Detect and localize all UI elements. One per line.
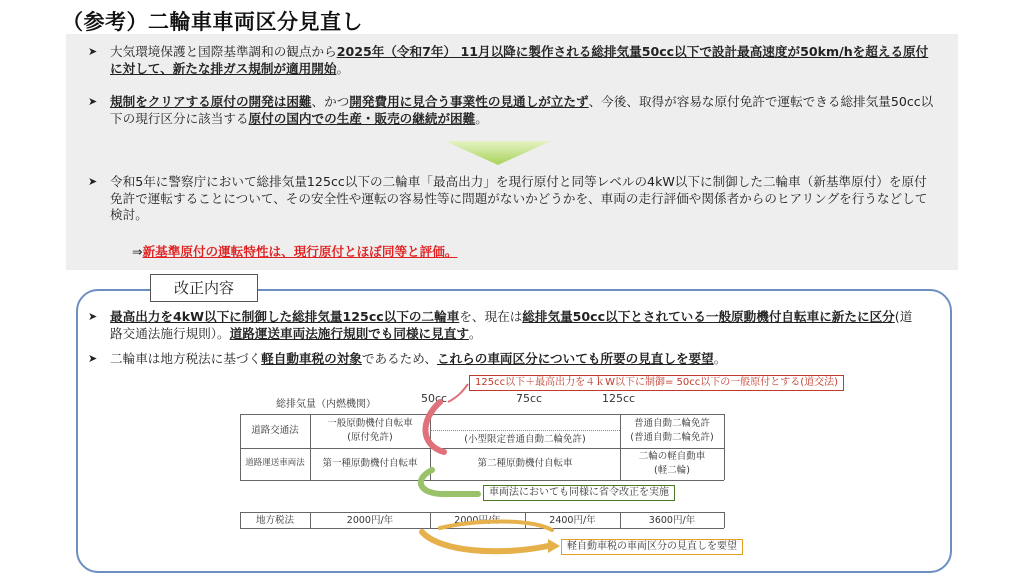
callout-light-vehicle-tax: 軽自動車税の車両区分の見直しを要望 — [561, 539, 743, 555]
cc-label-125: 125cc — [602, 392, 636, 405]
cell-class2-moped: 第二種原動機付自転車 — [477, 458, 573, 469]
red-curve-arrow — [425, 402, 444, 452]
cell-standard-license: 普通自動二輪免許 — [633, 418, 710, 429]
revision-bullet-classification: ➤ 最高出力を4kW以下に制御した総排気量125cc以下の二輪車を、現在は総排気量50cc以下とされている一般原動機付自転車に新たに区分(道路交通法施行規則）。道路運送車両法施行規則でも同様に見直す。 — [88, 309, 913, 341]
revision-bullet-tax: ➤ 二輪車は地方税法に基づく軽自動車税の対象であるため、これらの車両区分についても所要の見直しを要望。 — [88, 351, 727, 366]
callout-vehicle-act: 車両法においても同様に省令改正を実施 — [483, 485, 675, 501]
bullet-arrow-icon: ➤ — [88, 95, 98, 108]
bullet-arrow-icon: ➤ — [88, 45, 98, 58]
cell-moped-license: (原付免許) — [347, 432, 393, 443]
orange-curve-arrow-return — [440, 522, 552, 531]
bullet-emission-regulation: ➤ 大気環境保護と国際基準調和の観点から2025年（令和7年） 11月以降に製作される総排気量50cc以下で設計最高速度が50km/hを超える原付に対して、新たな排ガス規制が適用開始。 — [88, 44, 929, 76]
row-label-local-tax: 地方税法 — [255, 515, 294, 526]
bullet-arrow-icon: ➤ — [88, 310, 98, 323]
cc-label-50: 50cc — [421, 392, 448, 405]
cell-tax-4: 3600円/年 — [648, 515, 696, 526]
cc-label-75: 75cc — [516, 392, 543, 405]
cell-standard-license-paren: (普通自動二輪免許) — [630, 432, 714, 443]
cell-general-moped: 一般原動機付自転車 — [327, 418, 413, 429]
bullet-development-difficulty: ➤ 規制をクリアする原付の開発は困難、かつ開発費用に見合う事業性の見通しが立たず、今後、取得が容易な原付免許で運転できる総排気量50cc以下の現行区分に該当する原付の国内での生産・販売の継続が困難。 — [88, 94, 934, 126]
row-label-vehicle-act: 道路運送車両法 — [245, 458, 305, 468]
callout-road-traffic-act: 125cc以下＋最高出力を４ｋW以下に制御= 50cc以下の一般原付とする(道交法) — [469, 375, 844, 391]
bullet-police-study: ➤ 令和5年に警察庁において総排気量125cc以下の二輪車「最高出力」を現行原付と同等レベルの4kW以下に制御した二輪車（新基準原付）を原付免許で運転することについて、その安全性や運転の容易性等に問題がないかどうかを、車両の走行評価や関係者からのヒアリングを行うなどして検討。 — [88, 174, 928, 222]
page-title: （参考）二輪車車両区分見直し — [62, 10, 363, 34]
cell-light-motorcycle-paren: (軽二輪) — [654, 465, 690, 476]
diagram-header: 総排気量（内燃機関） — [276, 399, 376, 410]
row-label-road-traffic: 道路交通法 — [251, 425, 299, 436]
orange-arrowhead — [548, 539, 560, 553]
bullet-arrow-icon: ➤ — [88, 175, 98, 188]
cell-tax-1: 2000円/年 — [346, 515, 394, 526]
cell-small-license: (小型限定普通自動二輪免許) — [464, 434, 586, 445]
cell-light-motorcycle: 二輪の軽自動車 — [638, 451, 706, 462]
red-curve-arrow-link — [448, 384, 468, 402]
conclusion: ⇒新基準原付の運転特性は、現行原付とほぼ同等と評価。 — [132, 244, 458, 259]
orange-curve-arrow — [422, 532, 548, 551]
cell-tax-2: 2000円/年 — [454, 515, 501, 526]
cell-tax-3: 2400円/年 — [549, 515, 596, 526]
bullet-arrow-icon: ➤ — [88, 352, 98, 365]
revision-box-label: 改正内容 — [150, 274, 258, 302]
cell-class1-moped: 第一種原動機付自転車 — [322, 458, 418, 469]
green-curve-arrow — [421, 470, 478, 494]
